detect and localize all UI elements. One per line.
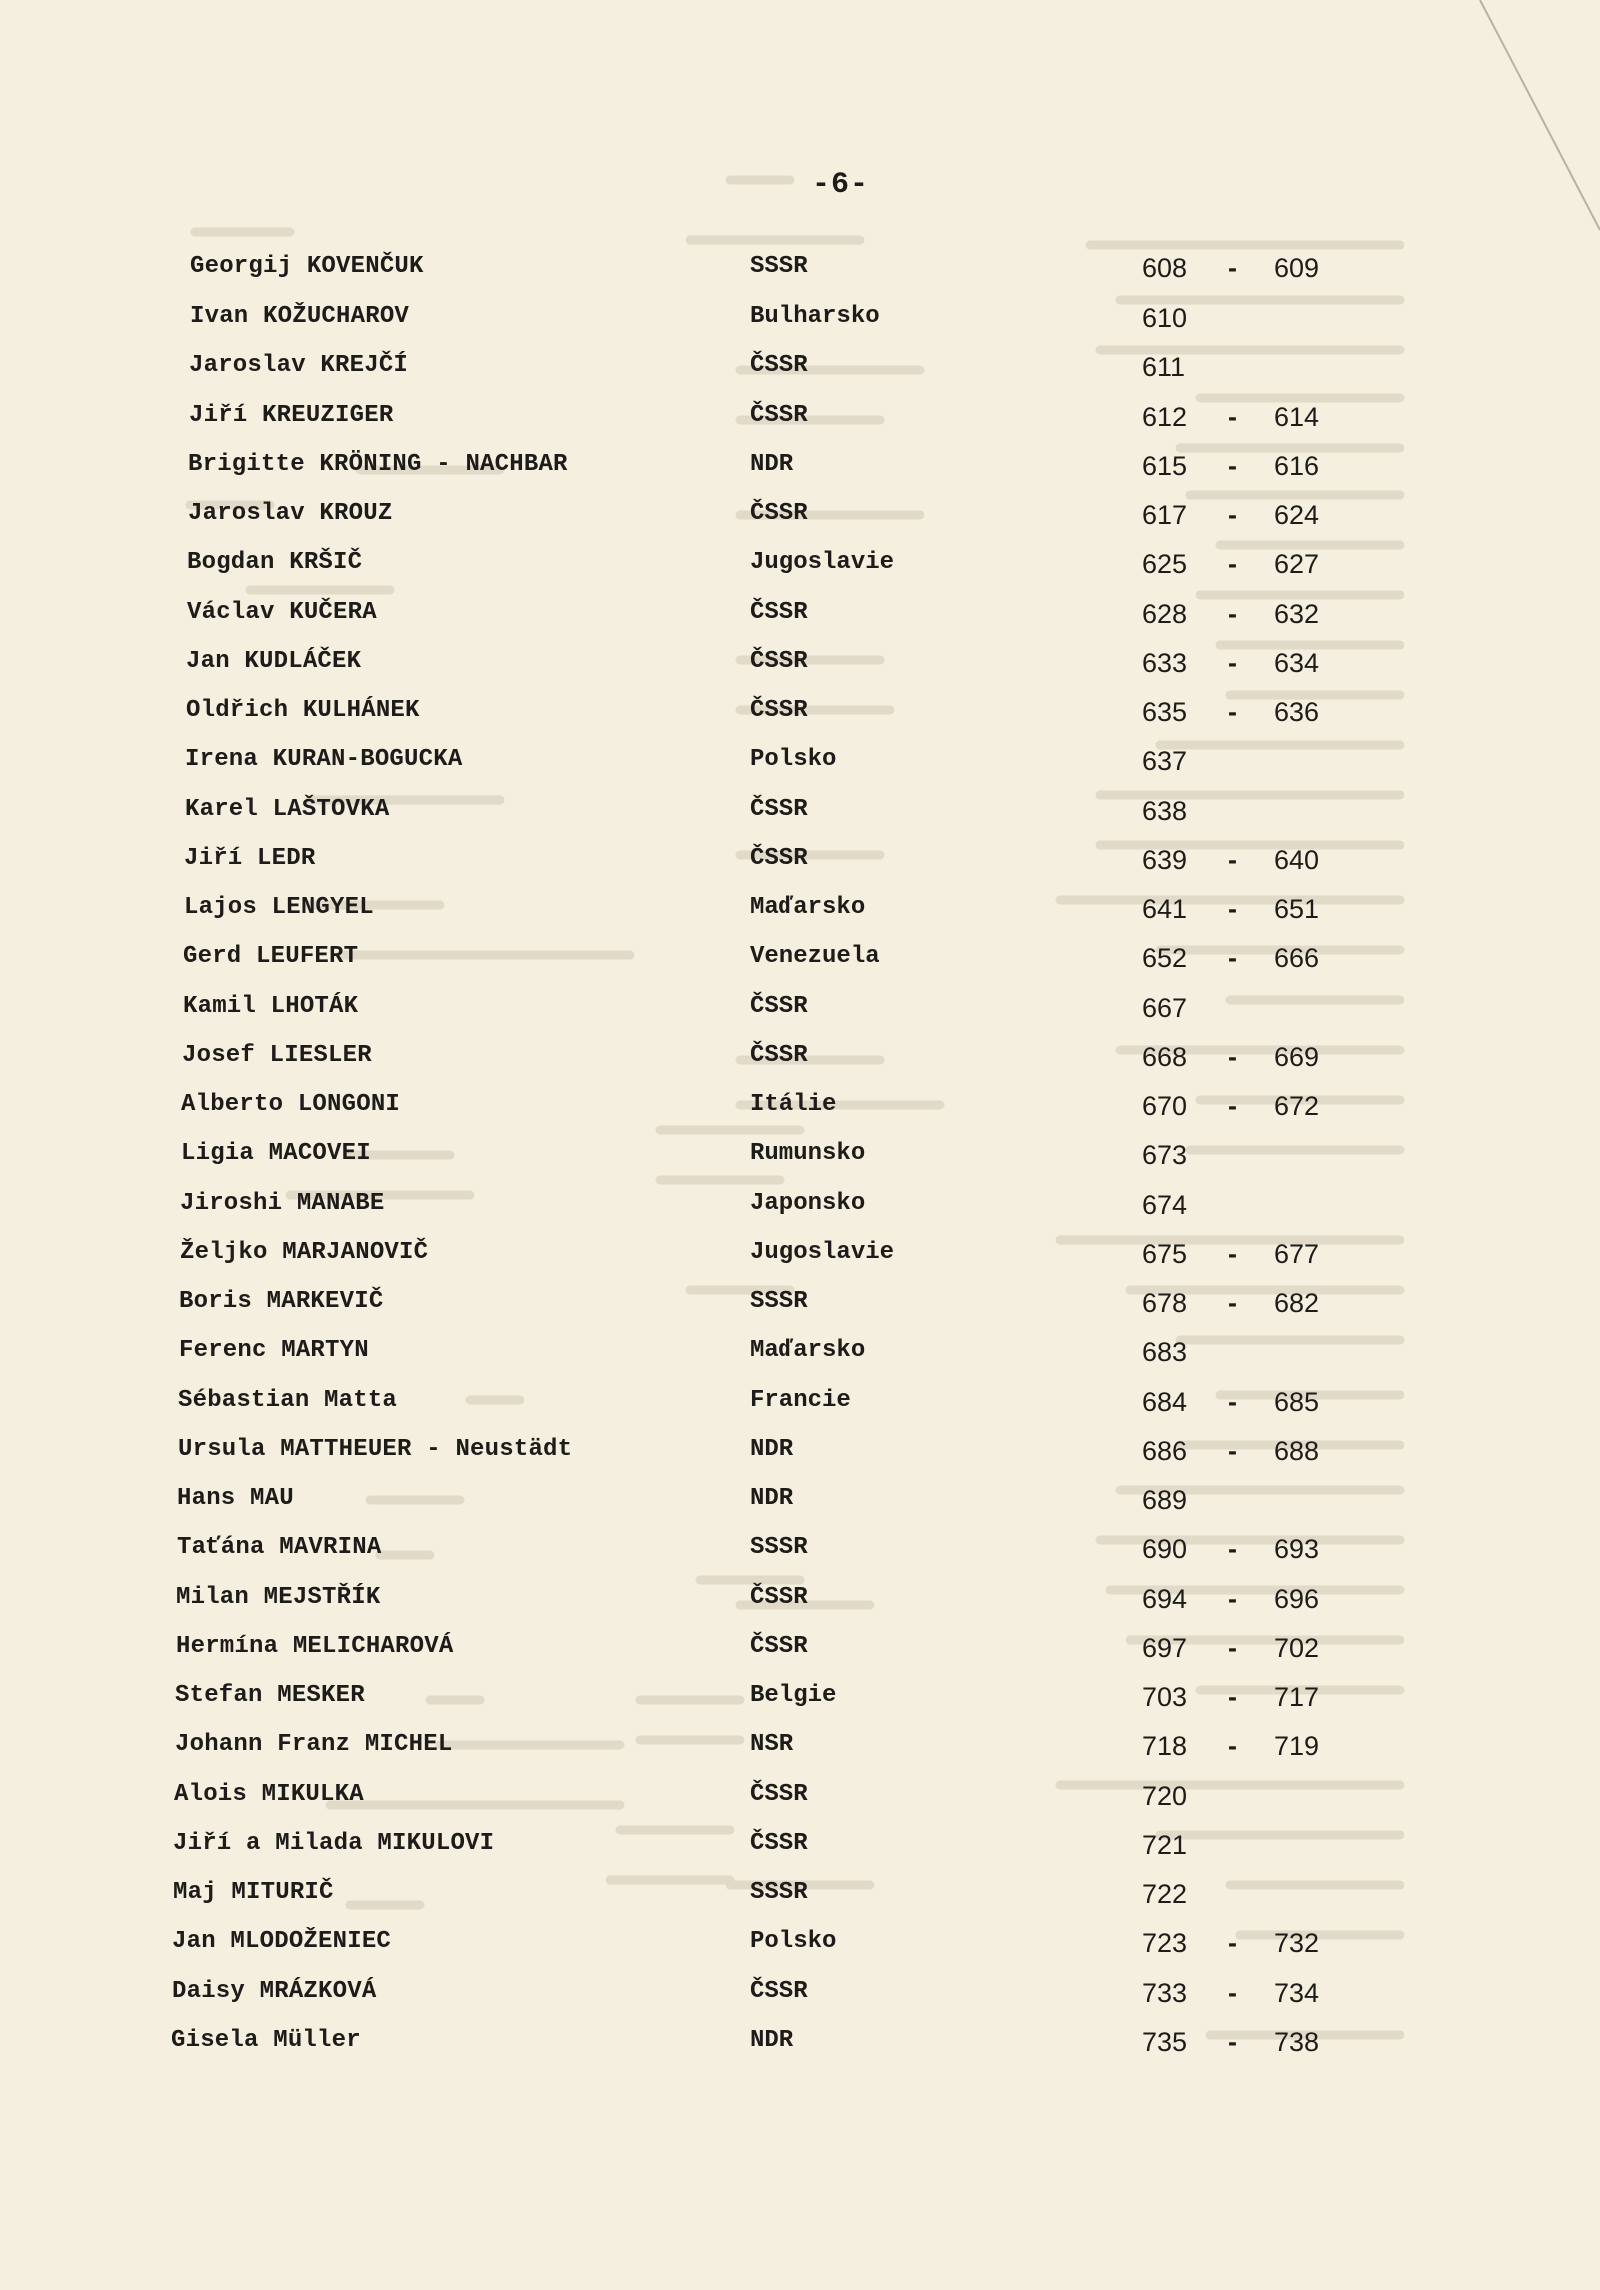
artist-country: ČSSR [750, 796, 808, 823]
list-item [0, 1978, 1600, 2018]
catalogue-number-start: 720 [1142, 1781, 1188, 1811]
catalogue-number-start: 722 [1142, 1879, 1188, 1909]
catalogue-number-start: 611 [1142, 352, 1186, 382]
artist-country: ČSSR [750, 697, 808, 724]
list-item [0, 993, 1600, 1033]
list-item [0, 1731, 1600, 1771]
range-dash: - [1228, 1042, 1237, 1072]
catalogue-number-start: 718 [1142, 1731, 1188, 1761]
list-item [0, 943, 1600, 983]
list-item [0, 1140, 1600, 1180]
artist-name: Jiří KREUZIGER [189, 402, 394, 429]
range-dash: - [1228, 1091, 1237, 1121]
artist-name: Alois MIKULKA [174, 1781, 364, 1808]
catalogue-number-start: 674 [1142, 1190, 1188, 1220]
catalogue-number-start: 678 [1142, 1288, 1188, 1318]
catalogue-number-start: 612 [1142, 402, 1188, 432]
catalogue-number-end: 672 [1274, 1091, 1320, 1121]
artist-country: ČSSR [750, 1633, 808, 1660]
catalogue-number-start: 697 [1142, 1633, 1188, 1663]
artist-country: Francie [750, 1387, 851, 1414]
catalogue-number-start: 615 [1142, 451, 1188, 481]
list-item [0, 746, 1600, 786]
artist-name: Jan KUDLÁČEK [186, 648, 362, 675]
range-dash: - [1228, 253, 1237, 283]
list-item [0, 1091, 1600, 1131]
catalogue-number-start: 610 [1142, 303, 1188, 333]
catalogue-number-start: 670 [1142, 1091, 1188, 1121]
catalogue-number-start: 683 [1142, 1337, 1188, 1367]
artist-name: Boris MARKEVIČ [179, 1288, 384, 1315]
artist-country: ČSSR [750, 845, 808, 872]
artist-country: NDR [750, 1485, 794, 1512]
artist-country: SSSR [750, 1288, 808, 1315]
artist-name: Václav KUČERA [187, 599, 377, 626]
range-dash: - [1228, 599, 1237, 629]
artist-name: Jaroslav KROUZ [188, 500, 393, 527]
catalogue-number-start: 628 [1142, 599, 1188, 629]
catalogue-number-start: 635 [1142, 697, 1188, 727]
artist-country: ČSSR [750, 500, 808, 527]
artist-country: ČSSR [750, 993, 808, 1020]
catalogue-number-start: 652 [1142, 943, 1188, 973]
range-dash: - [1228, 500, 1237, 530]
catalogue-number-start: 703 [1142, 1682, 1188, 1712]
catalogue-number-start: 637 [1142, 746, 1188, 776]
range-dash: - [1228, 1534, 1237, 1564]
artist-country: SSSR [750, 1534, 808, 1561]
catalogue-number-end: 632 [1274, 599, 1320, 629]
artist-country: Polsko [750, 1928, 837, 1955]
artist-country: SSSR [750, 253, 808, 280]
catalogue-number-start: 668 [1142, 1042, 1188, 1072]
catalogue-number-start: 684 [1142, 1387, 1188, 1417]
artist-country: NDR [750, 451, 794, 478]
catalogue-number-end: 614 [1274, 402, 1320, 432]
catalogue-number-start: 686 [1142, 1436, 1188, 1466]
catalogue-number-start: 689 [1142, 1485, 1188, 1515]
artist-country: Maďarsko [750, 1337, 866, 1364]
artist-name: Ivan KOŽUCHAROV [190, 303, 410, 330]
catalogue-number-end: 682 [1274, 1288, 1320, 1318]
list-item [0, 2027, 1600, 2067]
artist-name: Jiří LEDR [184, 845, 316, 872]
list-item [0, 796, 1600, 836]
artist-country: NSR [750, 1731, 794, 1758]
catalogue-number-start: 639 [1142, 845, 1188, 875]
list-item [0, 648, 1600, 688]
range-dash: - [1228, 845, 1237, 875]
list-item [0, 549, 1600, 589]
artist-name: Oldřich KULHÁNEK [186, 697, 420, 724]
range-dash: - [1228, 697, 1237, 727]
catalogue-number-end: 669 [1274, 1042, 1320, 1072]
artist-name: Jaroslav KREJČÍ [189, 352, 409, 379]
artist-country: Jugoslavie [750, 1239, 895, 1266]
catalogue-number-start: 608 [1142, 253, 1188, 283]
artist-name: Brigitte KRÖNING - NACHBAR [188, 451, 568, 478]
artist-country: Maďarsko [750, 894, 866, 921]
range-dash: - [1228, 1731, 1237, 1761]
artist-country: ČSSR [750, 599, 808, 626]
artist-name: Jan MLODOŽENIEC [172, 1928, 392, 1955]
catalogue-number-start: 735 [1142, 2027, 1188, 2057]
artist-name: Bogdan KRŠIČ [187, 549, 363, 576]
range-dash: - [1228, 1288, 1237, 1318]
range-dash: - [1228, 1682, 1237, 1712]
artist-name: Sébastian Matta [178, 1387, 398, 1414]
range-dash: - [1228, 1978, 1237, 2008]
catalogue-number-end: 702 [1274, 1633, 1320, 1663]
range-dash: - [1228, 2027, 1237, 2057]
list-item [0, 894, 1600, 934]
catalogue-number-end: 738 [1274, 2027, 1320, 2057]
catalogue-number-start: 675 [1142, 1239, 1188, 1269]
list-item [0, 1534, 1600, 1574]
artist-name: Lajos LENGYEL [184, 894, 374, 921]
catalogue-number-start: 694 [1142, 1584, 1188, 1614]
catalogue-number-start: 667 [1142, 993, 1188, 1023]
catalogue-number-end: 685 [1274, 1387, 1320, 1417]
list-item [0, 1239, 1600, 1279]
catalogue-number-end: 624 [1274, 500, 1320, 530]
artist-name: Hans MAU [177, 1485, 294, 1512]
list-item [0, 500, 1600, 540]
list-item [0, 451, 1600, 491]
catalogue-number-start: 690 [1142, 1534, 1188, 1564]
artist-name: Josef LIESLER [182, 1042, 372, 1069]
catalogue-number-end: 693 [1274, 1534, 1320, 1564]
range-dash: - [1228, 1387, 1237, 1417]
artist-country: ČSSR [750, 402, 808, 429]
catalogue-number-start: 638 [1142, 796, 1188, 826]
list-item [0, 1879, 1600, 1919]
catalogue-number-end: 717 [1274, 1682, 1320, 1712]
catalogue-number-start: 641 [1142, 894, 1188, 924]
artist-country: Belgie [750, 1682, 837, 1709]
catalogue-number-end: 627 [1274, 549, 1320, 579]
list-item [0, 1485, 1600, 1525]
artist-name: Georgij KOVENČUK [190, 253, 424, 280]
artist-country: ČSSR [750, 1042, 808, 1069]
list-item [0, 1682, 1600, 1722]
range-dash: - [1228, 1928, 1237, 1958]
list-item [0, 1781, 1600, 1821]
range-dash: - [1228, 1584, 1237, 1614]
artist-name: Željko MARJANOVIČ [180, 1239, 429, 1266]
list-item [0, 1830, 1600, 1870]
list-item [0, 1190, 1600, 1230]
artist-name: Johann Franz MICHEL [175, 1731, 453, 1758]
artist-name: Ligia MACOVEI [181, 1140, 371, 1167]
catalogue-number-start: 617 [1142, 500, 1188, 530]
range-dash: - [1228, 1633, 1237, 1663]
list-item [0, 1337, 1600, 1377]
list-item [0, 1387, 1600, 1427]
list-item [0, 845, 1600, 885]
artist-name: Stefan MESKER [175, 1682, 365, 1709]
catalogue-number-end: 688 [1274, 1436, 1320, 1466]
list-item [0, 402, 1600, 442]
list-item [0, 1042, 1600, 1082]
artist-name: Gerd LEUFERT [183, 943, 359, 970]
catalogue-number-end: 666 [1274, 943, 1320, 973]
artist-name: Daisy MRÁZKOVÁ [172, 1978, 377, 2005]
artist-name: Irena KURAN-BOGUCKA [185, 746, 463, 773]
artist-name: Taťána MAVRINA [177, 1534, 382, 1561]
catalogue-number-start: 733 [1142, 1978, 1188, 2008]
catalogue-number-end: 719 [1274, 1731, 1320, 1761]
artist-name: Maj MITURIČ [173, 1879, 334, 1906]
artist-country: Itálie [750, 1091, 837, 1118]
artist-country: ČSSR [750, 1584, 808, 1611]
artist-country: ČSSR [750, 1978, 808, 2005]
page-number: -6- [812, 168, 870, 202]
range-dash: - [1228, 402, 1237, 432]
range-dash: - [1228, 451, 1237, 481]
list-item [0, 1928, 1600, 1968]
catalogue-number-start: 625 [1142, 549, 1188, 579]
range-dash: - [1228, 894, 1237, 924]
artist-country: Rumunsko [750, 1140, 866, 1167]
artist-name: Gisela Müller [171, 2027, 361, 2054]
artist-country: NDR [750, 2027, 794, 2054]
range-dash: - [1228, 943, 1237, 973]
artist-name: Ferenc MARTYN [179, 1337, 369, 1364]
artist-name: Jiří a Milada MIKULOVI [173, 1830, 495, 1857]
catalogue-number-end: 609 [1274, 253, 1320, 283]
artist-name: Hermína MELICHAROVÁ [176, 1633, 454, 1660]
artist-country: ČSSR [750, 352, 808, 379]
catalogue-number-start: 721 [1142, 1830, 1188, 1860]
artist-country: ČSSR [750, 648, 808, 675]
artist-name: Milan MEJSTŘÍK [176, 1584, 381, 1611]
range-dash: - [1228, 1436, 1237, 1466]
catalogue-number-end: 636 [1274, 697, 1320, 727]
catalogue-number-start: 673 [1142, 1140, 1188, 1170]
catalogue-number-end: 732 [1274, 1928, 1320, 1958]
artist-country: Polsko [750, 746, 837, 773]
artist-name: Alberto LONGONI [181, 1091, 401, 1118]
catalogue-number-end: 616 [1274, 451, 1320, 481]
artist-country: SSSR [750, 1879, 808, 1906]
catalogue-number-end: 634 [1274, 648, 1320, 678]
artist-name: Jiroshi MANABE [180, 1190, 385, 1217]
list-item [0, 1584, 1600, 1624]
catalogue-number-end: 640 [1274, 845, 1320, 875]
list-item [0, 697, 1600, 737]
catalogue-number-end: 734 [1274, 1978, 1320, 2008]
list-item [0, 253, 1600, 293]
artist-name: Kamil LHOTÁK [183, 993, 359, 1020]
list-item [0, 1633, 1600, 1673]
list-item [0, 599, 1600, 639]
catalogue-number-end: 696 [1274, 1584, 1320, 1614]
artist-country: Venezuela [750, 943, 880, 970]
catalogue-number-start: 633 [1142, 648, 1188, 678]
catalogue-number-end: 651 [1274, 894, 1320, 924]
artist-country: NDR [750, 1436, 794, 1463]
catalogue-number-start: 723 [1142, 1928, 1188, 1958]
list-item [0, 1288, 1600, 1328]
artist-name: Karel LAŠTOVKA [185, 796, 390, 823]
artist-country: Japonsko [750, 1190, 866, 1217]
catalogue-number-end: 677 [1274, 1239, 1320, 1269]
range-dash: - [1228, 1239, 1237, 1269]
range-dash: - [1228, 648, 1237, 678]
artist-name: Ursula MATTHEUER - Neustädt [178, 1436, 573, 1463]
artist-country: ČSSR [750, 1830, 808, 1857]
artist-country: ČSSR [750, 1781, 808, 1808]
range-dash: - [1228, 549, 1237, 579]
list-item [0, 352, 1600, 392]
artist-country: Jugoslavie [750, 549, 895, 576]
artist-country: Bulharsko [750, 303, 880, 330]
list-item [0, 303, 1600, 343]
list-item [0, 1436, 1600, 1476]
